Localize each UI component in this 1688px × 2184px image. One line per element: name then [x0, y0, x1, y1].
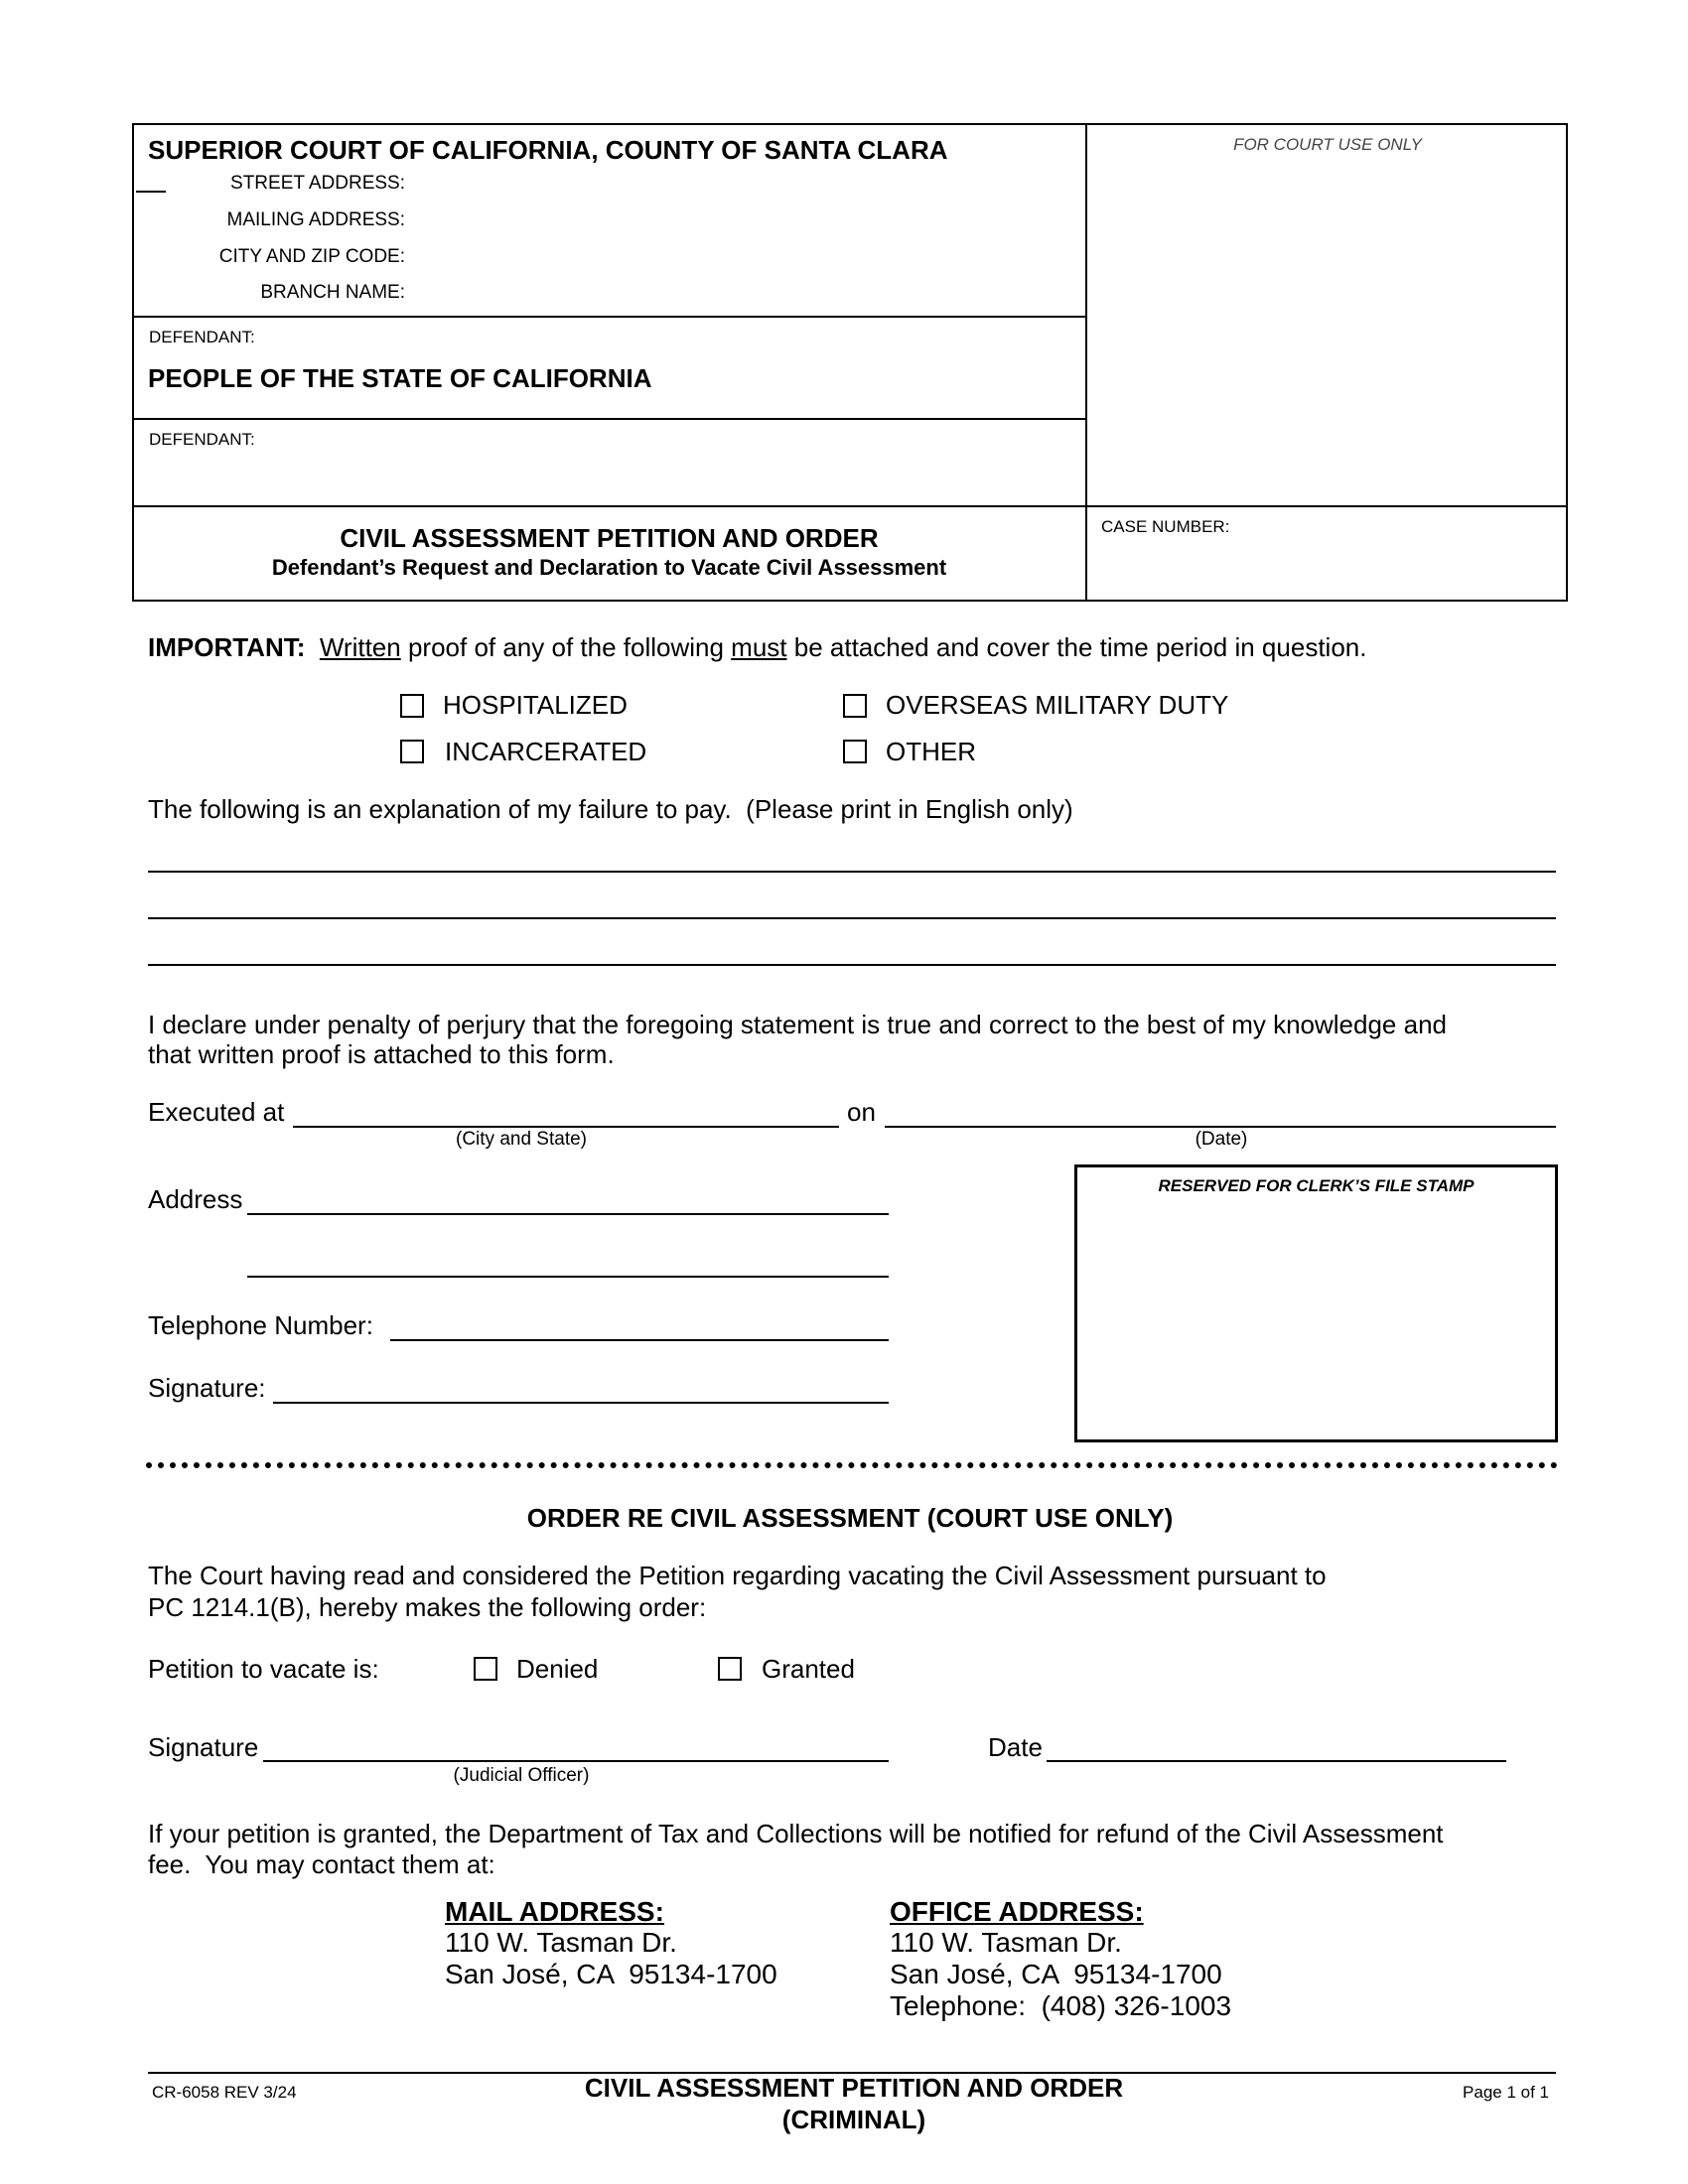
header-divider-2: [132, 418, 1086, 420]
important-must: must: [731, 632, 787, 662]
form-subtitle: Defendant’s Request and Declaration to Vacate Civil Assessment: [271, 555, 947, 580]
header-divider-1: [132, 316, 1086, 318]
mailing-address-label: MAILING ADDRESS:: [226, 209, 405, 230]
form-code: CR-6058 REV 3/24: [152, 2083, 297, 2102]
mail-city: San José, CA 95134-1700: [445, 1959, 777, 1989]
date-caption: (Date): [1195, 1129, 1248, 1150]
street-address-label: STREET ADDRESS:: [230, 173, 405, 194]
military-label: OVERSEAS MILITARY DUTY: [886, 690, 1229, 720]
explanation-line-2[interactable]: [148, 917, 1556, 919]
telephone-label: Telephone Number:: [148, 1310, 373, 1340]
address-line-1[interactable]: [247, 1213, 889, 1215]
signature-line[interactable]: [273, 1402, 889, 1404]
page-number: Page 1 of 1: [1463, 2083, 1549, 2102]
defendant-label-2: DEFENDANT:: [149, 430, 255, 449]
office-phone: Telephone: (408) 326-1003: [890, 1990, 1232, 2021]
explanation-line-1[interactable]: [148, 871, 1556, 873]
refund-line-2: fee. You may contact them at:: [148, 1849, 495, 1879]
important-text-1: proof of any of the following: [407, 632, 724, 662]
hospitalized-label: HOSPITALIZED: [443, 690, 628, 720]
date-line[interactable]: [885, 1126, 1556, 1128]
important-label: IMPORTANT:: [148, 632, 306, 662]
header-divider-3: [132, 505, 1568, 507]
refund-line-1: If your petition is granted, the Department of Tax and Collections will be notified for refund of the Civil Assessment: [148, 1819, 1444, 1848]
address-line-2[interactable]: [247, 1276, 889, 1278]
mail-street: 110 W. Tasman Dr.: [445, 1927, 677, 1958]
hospitalized-checkbox[interactable]: [400, 694, 424, 718]
executed-at-label: Executed at: [148, 1097, 285, 1127]
order-line-1: The Court having read and considered the Petition regarding vacating the Civil Assessment pursuant to: [148, 1561, 1327, 1590]
important-notice: [148, 632, 1366, 663]
court-use-only-label: FOR COURT USE ONLY: [1233, 135, 1422, 154]
incarcerated-checkbox[interactable]: [400, 740, 424, 763]
case-number-label: CASE NUMBER:: [1101, 517, 1230, 536]
branch-name-label: BRANCH NAME:: [260, 282, 405, 303]
footer-title-2: (CRIMINAL): [781, 2105, 926, 2134]
office-address-heading: OFFICE ADDRESS:: [890, 1896, 1144, 1927]
footer-title-1: CIVIL ASSESSMENT PETITION AND ORDER: [584, 2073, 1124, 2103]
petition-label: Petition to vacate is:: [148, 1654, 379, 1684]
order-heading: ORDER RE CIVIL ASSESSMENT (COURT USE ONLY): [526, 1503, 1174, 1533]
clerk-stamp-label: RESERVED FOR CLERK’S FILE STAMP: [1158, 1176, 1475, 1195]
granted-label: Granted: [762, 1654, 855, 1684]
denied-label: Denied: [516, 1654, 599, 1684]
important-text-2: be attached and cover the time period in question.: [793, 632, 1367, 662]
city-zip-label: CITY AND ZIP CODE:: [218, 246, 405, 267]
declaration-line-2: that written proof is attached to this form.: [148, 1039, 615, 1069]
other-label: OTHER: [886, 737, 976, 766]
order-signature-line[interactable]: [263, 1760, 889, 1762]
form-title: CIVIL ASSESSMENT PETITION AND ORDER: [340, 523, 879, 553]
military-checkbox[interactable]: [843, 694, 867, 718]
court-name: SUPERIOR COURT OF CALIFORNIA, COUNTY OF SANTA CLARA: [148, 135, 948, 165]
dotted-separator: [146, 1462, 1558, 1468]
executed-at-line[interactable]: [293, 1126, 839, 1128]
order-date-line[interactable]: [1047, 1760, 1506, 1762]
city-state-caption: (City and State): [456, 1129, 587, 1150]
explanation-line-3[interactable]: [148, 964, 1556, 966]
mail-address-heading: MAIL ADDRESS:: [445, 1896, 664, 1927]
plaintiff-name: PEOPLE OF THE STATE OF CALIFORNIA: [148, 363, 652, 393]
office-street: 110 W. Tasman Dr.: [890, 1927, 1122, 1958]
other-checkbox[interactable]: [843, 740, 867, 763]
order-signature-label: Signature: [148, 1732, 259, 1762]
important-written: Written: [319, 632, 401, 662]
granted-checkbox[interactable]: [718, 1657, 742, 1681]
defendant-label-1: DEFENDANT:: [149, 328, 255, 346]
declaration-line-1: I declare under penalty of perjury that the foregoing statement is true and correct to the best of my knowledge and: [148, 1010, 1447, 1039]
office-city: San José, CA 95134-1700: [890, 1959, 1222, 1989]
incarcerated-label: INCARCERATED: [445, 737, 647, 766]
order-date-label: Date: [988, 1732, 1043, 1762]
signature-label: Signature:: [148, 1373, 266, 1403]
telephone-line[interactable]: [390, 1339, 889, 1341]
on-label: on: [847, 1097, 876, 1127]
clerk-stamp-box: [1074, 1164, 1558, 1442]
explanation-prompt: The following is an explanation of my failure to pay. (Please print in English only): [148, 794, 1073, 824]
denied-checkbox[interactable]: [474, 1657, 497, 1681]
order-line-2: PC 1214.1(B), hereby makes the following order:: [148, 1592, 707, 1622]
address-label: Address: [148, 1184, 243, 1214]
judicial-officer-caption: (Judicial Officer): [453, 1765, 590, 1786]
